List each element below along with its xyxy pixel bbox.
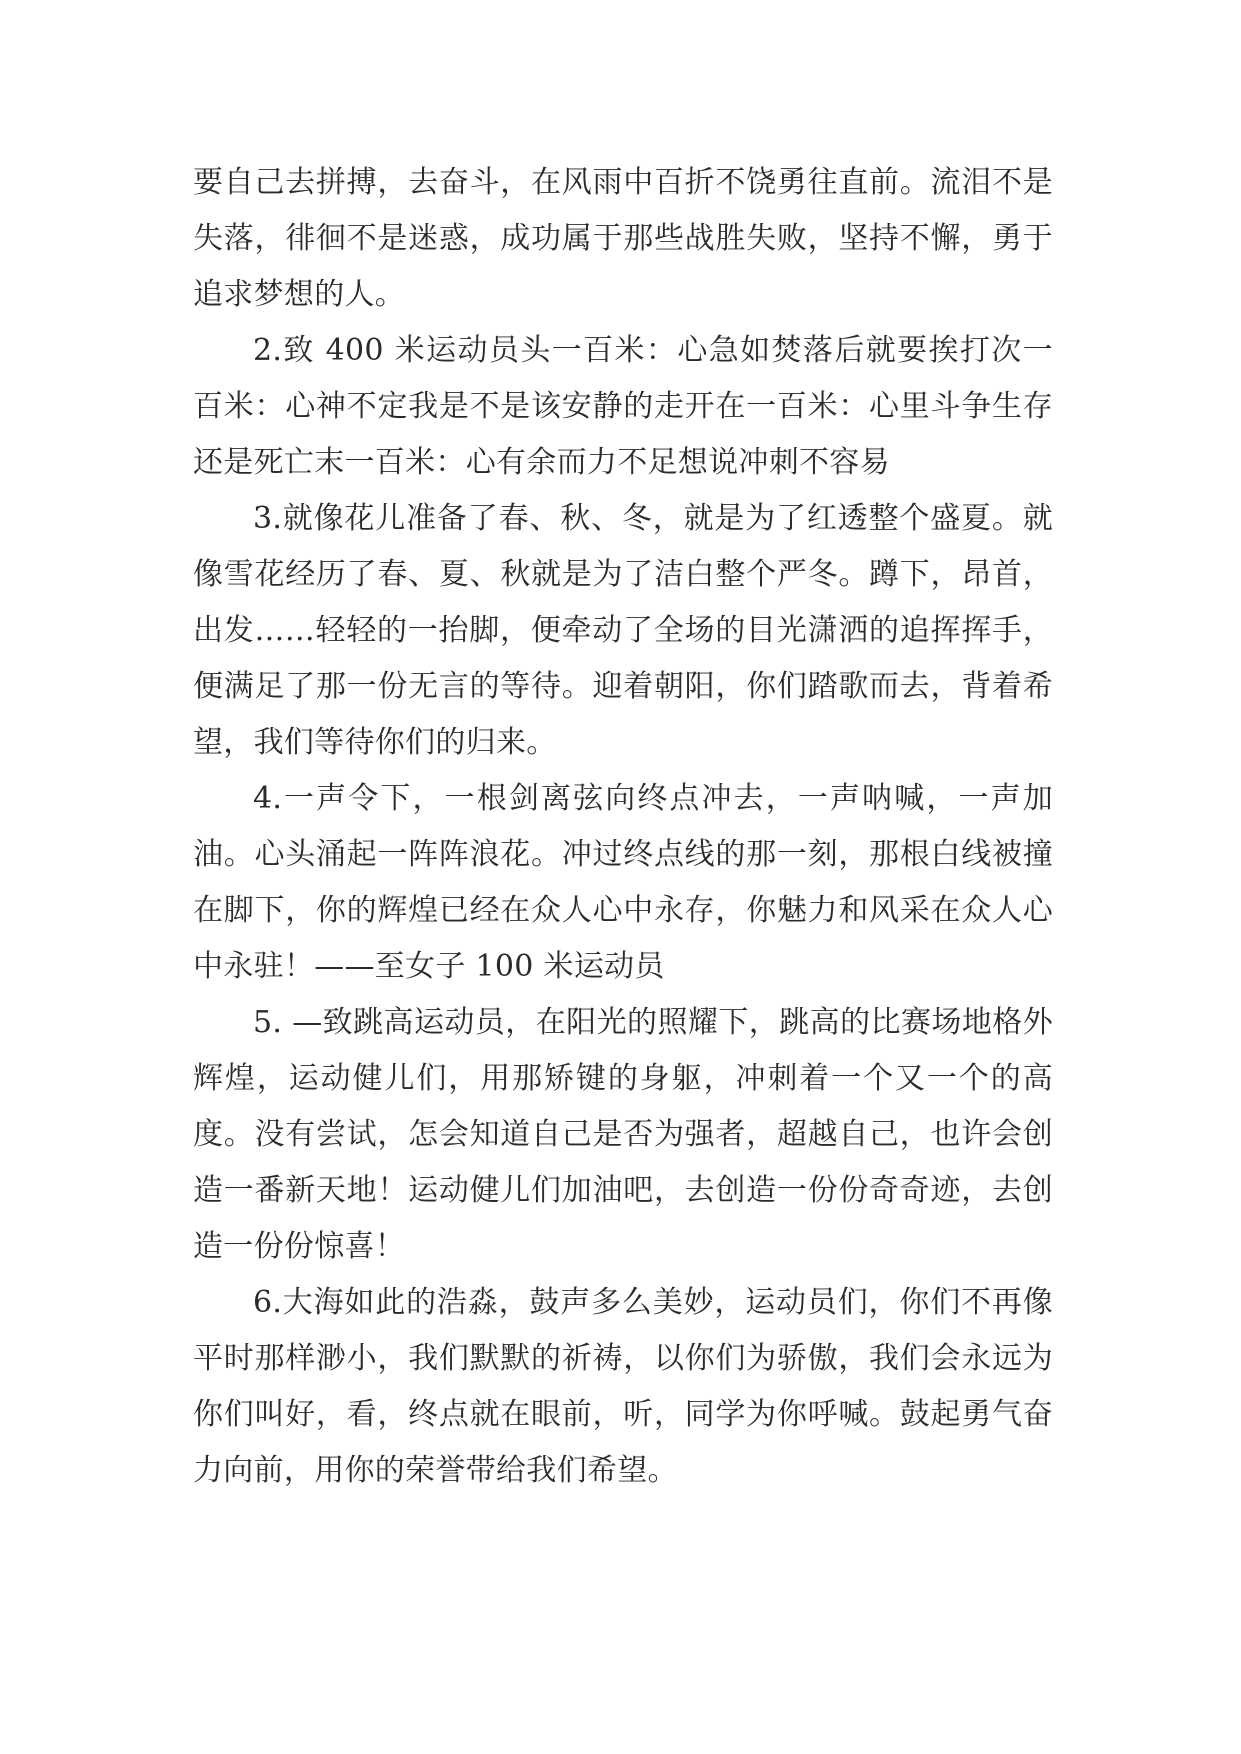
paragraph-2-number: 2.: [253, 333, 283, 368]
paragraph-4-number: 4.: [253, 781, 283, 816]
paragraph-6-number: 6.: [253, 1285, 283, 1320]
paragraph-4: [193, 771, 1053, 995]
paragraph-6-text: 大海如此的浩淼，鼓声多么美妙，运动员们，你们不再像平时那样渺小，我们默默的祈祷，以你们为骄傲，我们会永远为你们叫好，看，终点就在眼前，听，同学为你呼喊。鼓起勇气奋力向前，用你的荣誉带给我们希望。: [193, 1285, 1053, 1488]
paragraph-1-text: 要自己去拼搏，去奋斗，在风雨中百折不饶勇往直前。流泪不是失落，徘徊不是迷惑，成功属于那些战胜失败，坚持不懈，勇于追求梦想的人。: [193, 165, 1053, 312]
paragraph-3-text: 就像花儿准备了春、秋、冬，就是为了红透整个盛夏。就像雪花经历了春、夏、秋就是为了洁白整个严冬。蹲下，昂首，出发……轻轻的一抬脚，便牵动了全场的目光潇洒的追挥挥手，便满足了那一份无言的等待。迎着朝阳，你们踏歌而去，背着希望，我们等待你们的归来。: [193, 501, 1053, 760]
paragraph-6: [193, 1275, 1053, 1499]
paragraph-5: [193, 995, 1053, 1275]
paragraph-1: [193, 155, 1053, 323]
paragraph-4-text: 一声令下，一根剑离弦向终点冲去，一声呐喊，一声加油。心头涌起一阵阵浪花。冲过终点线的那一刻，那根白线被撞在脚下，你的辉煌已经在众人心中永存，你魅力和风采在众人心中永驻！——至女子 100 米运动员: [193, 781, 1053, 984]
paragraph-3: [193, 491, 1053, 771]
paragraph-2: [193, 323, 1053, 491]
paragraph-5-number: 5.: [253, 1005, 283, 1040]
paragraph-2-text: 致 400 米运动员头一百米：心急如焚落后就要挨打次一百米：心神不定我是不是该安静的走开在一百米：心里斗争生存还是死亡末一百米：心有余而力不足想说冲刺不容易: [193, 333, 1053, 480]
document-body: [193, 155, 1053, 1499]
paragraph-3-number: 3.: [253, 501, 283, 536]
paragraph-5-text: —致跳高运动员，在阳光的照耀下，跳高的比赛场地格外辉煌，运动健儿们，用那矫键的身躯，冲刺着一个又一个的高度。没有尝试，怎会知道自己是否为强者，超越自己，也许会创造一番新天地！运动健儿们加油吧，去创造一份份奇奇迹，去创造一份份惊喜！: [193, 1005, 1053, 1264]
